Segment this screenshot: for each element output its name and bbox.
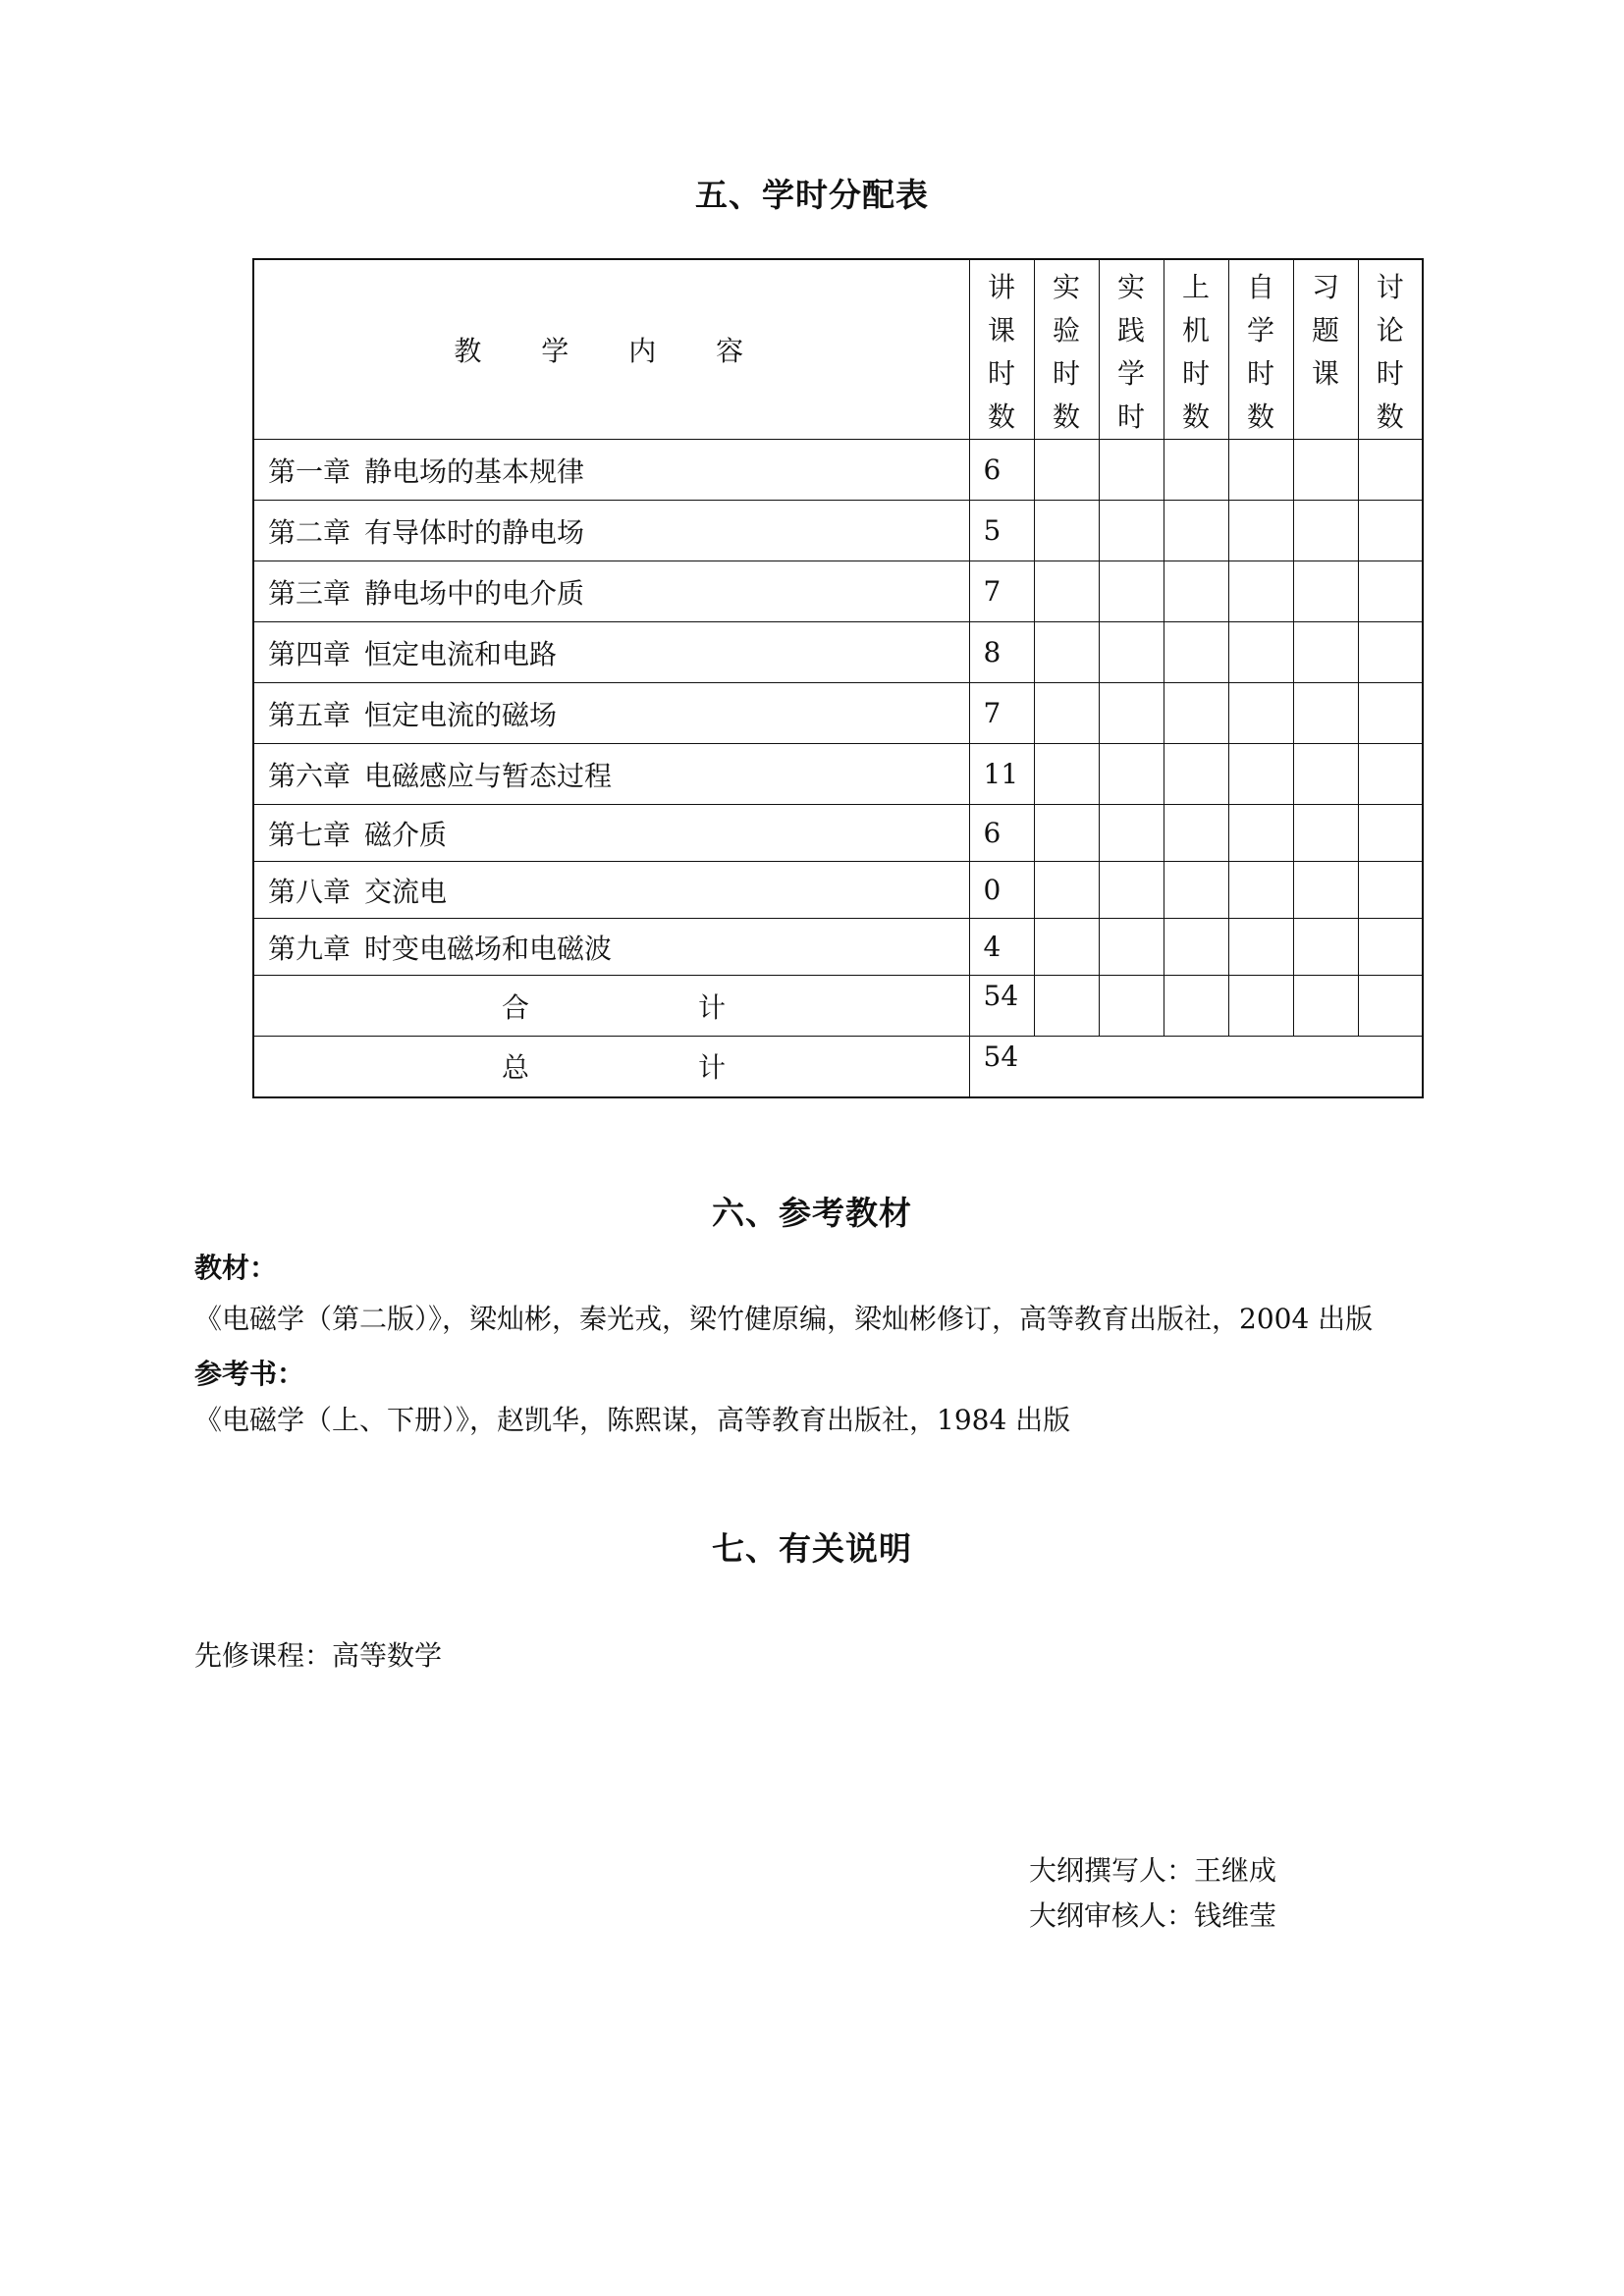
empty-hours-cell (1293, 440, 1358, 501)
empty-hours-cell (1034, 561, 1099, 622)
section5-title: 五、学时分配表 (695, 176, 929, 214)
lecture-hours-cell: 8 (969, 622, 1034, 683)
table-row (253, 862, 1423, 919)
empty-hours-cell (1228, 683, 1293, 744)
chapter-cell (253, 744, 969, 805)
empty-hours-cell (1358, 862, 1423, 919)
table-row (253, 501, 1423, 561)
col-header-char: 时 (1116, 400, 1145, 433)
table-row (253, 683, 1423, 744)
col-header-discussion (1358, 259, 1423, 440)
col-header-char: 学 (1116, 357, 1145, 390)
subtotal-label (253, 976, 969, 1037)
chapter-cell (253, 561, 969, 622)
empty-hours-cell (1034, 622, 1099, 683)
chapter-title: 恒定电流的磁场 (364, 698, 558, 731)
empty-hours-cell (1164, 976, 1228, 1037)
empty-hours-cell (1293, 919, 1358, 976)
section7-title: 七、有关说明 (712, 1529, 912, 1568)
chapter-cell (253, 622, 969, 683)
empty-hours-cell (1228, 501, 1293, 561)
chapter-number: 第七章 (268, 818, 352, 851)
table-row (253, 440, 1423, 501)
table-row (253, 561, 1423, 622)
empty-hours-cell (1228, 976, 1293, 1037)
chapter-title: 静电场中的电介质 (364, 576, 585, 610)
empty-hours-cell (1034, 919, 1099, 976)
col-header-char: 时 (1246, 357, 1274, 390)
empty-hours-cell (1099, 744, 1164, 805)
col-header-char: 数 (1246, 400, 1274, 433)
lecture-hours-cell: 6 (969, 805, 1034, 862)
reference-entry: 《电磁学（上、下册）》，赵凯华，陈熙谋，高等教育出版社，1984 出版 (194, 1404, 1071, 1436)
lecture-hours-cell: 7 (969, 683, 1034, 744)
col-header-char: 时 (987, 357, 1015, 390)
chapter-number: 第九章 (268, 932, 352, 965)
empty-hours-cell (1228, 561, 1293, 622)
empty-hours-cell (1293, 744, 1358, 805)
empty-hours-cell (1358, 683, 1423, 744)
total-label-right: 计 (698, 1051, 727, 1085)
empty-hours-cell (1164, 561, 1228, 622)
col-header-lecture (969, 259, 1034, 440)
empty-hours-cell (1358, 976, 1423, 1037)
col-header-char: 实 (1116, 271, 1145, 303)
chapter-number: 第四章 (268, 637, 352, 670)
chapter-cell (253, 440, 969, 501)
table-row (253, 744, 1423, 805)
empty-hours-cell (1034, 440, 1099, 501)
empty-hours-cell (1228, 805, 1293, 862)
total-label (253, 1037, 969, 1097)
empty-hours-cell (1228, 919, 1293, 976)
lecture-hours-cell: 11 (969, 744, 1034, 805)
chapter-number: 第五章 (268, 698, 352, 731)
writer-signature: 大纲撰写人：王继成 (1029, 1854, 1277, 1887)
subtotal-row (253, 976, 1423, 1037)
empty-hours-cell (1099, 440, 1164, 501)
empty-hours-cell (1099, 683, 1164, 744)
chapter-cell (253, 862, 969, 919)
empty-hours-cell (1099, 622, 1164, 683)
empty-hours-cell (1034, 805, 1099, 862)
prerequisite-note: 先修课程：高等数学 (194, 1639, 443, 1672)
col-header-char: 践 (1116, 314, 1145, 347)
chapter-cell (253, 805, 969, 862)
chapter-cell (253, 919, 969, 976)
col-header-char: 课 (1311, 357, 1339, 390)
empty-hours-cell (1358, 805, 1423, 862)
col-header-experiment (1034, 259, 1099, 440)
empty-hours-cell (1034, 976, 1099, 1037)
chapter-number: 第六章 (268, 759, 352, 792)
empty-hours-cell (1164, 622, 1228, 683)
chapter-number: 第三章 (268, 576, 352, 610)
col-header-char: 讨 (1376, 271, 1404, 303)
empty-hours-cell (1358, 919, 1423, 976)
empty-hours-cell (1164, 501, 1228, 561)
chapter-title: 电磁感应与暂态过程 (364, 759, 613, 792)
reference-label: 参考书： (194, 1358, 305, 1390)
total-label-left: 总 (502, 1051, 530, 1085)
table-row (253, 805, 1423, 862)
textbook-entry: 《电磁学（第二版）》，梁灿彬，秦光戎，梁竹健原编，梁灿彬修订，高等教育出版社，2004 出版 (194, 1303, 1374, 1335)
empty-hours-cell (1228, 744, 1293, 805)
empty-hours-cell (1293, 622, 1358, 683)
chapter-title: 恒定电流和电路 (364, 637, 558, 670)
chapter-cell (253, 501, 969, 561)
chapter-title: 有导体时的静电场 (364, 515, 585, 549)
empty-hours-cell (1293, 683, 1358, 744)
col-header-practice (1099, 259, 1164, 440)
empty-hours-cell (1164, 744, 1228, 805)
chapter-title: 静电场的基本规律 (364, 454, 585, 488)
empty-hours-cell (1358, 561, 1423, 622)
chapter-cell (253, 683, 969, 744)
col-header-char: 数 (1052, 400, 1080, 433)
col-header-char: 题 (1311, 314, 1339, 347)
col-header-exercise (1293, 259, 1358, 440)
subtotal-value: 54 (969, 976, 1034, 1037)
empty-hours-cell (1358, 622, 1423, 683)
empty-hours-cell (1034, 683, 1099, 744)
empty-hours-cell (1228, 440, 1293, 501)
col-header-char: 实 (1052, 271, 1080, 303)
col-header-char: 时 (1376, 357, 1404, 390)
empty-hours-cell (1099, 805, 1164, 862)
chapter-title: 时变电磁场和电磁波 (364, 932, 613, 965)
table-header-row (253, 259, 1423, 440)
empty-hours-cell (1293, 561, 1358, 622)
empty-hours-cell (1164, 805, 1228, 862)
col-header-char: 论 (1376, 314, 1404, 347)
empty-hours-cell (1034, 744, 1099, 805)
chapter-title: 交流电 (364, 875, 448, 908)
empty-hours-cell (1228, 862, 1293, 919)
total-value: 54 (969, 1037, 1423, 1097)
empty-hours-cell (1293, 862, 1358, 919)
col-header-char: 数 (987, 400, 1015, 433)
empty-hours-cell (1034, 862, 1099, 919)
empty-hours-cell (1164, 440, 1228, 501)
chapter-number: 第二章 (268, 515, 352, 549)
chapter-number: 第八章 (268, 875, 352, 908)
empty-hours-cell (1228, 622, 1293, 683)
col-header-char: 时 (1181, 357, 1210, 390)
col-header-char: 课 (987, 314, 1015, 347)
chapter-title: 磁介质 (364, 818, 448, 851)
empty-hours-cell (1034, 501, 1099, 561)
empty-hours-cell (1293, 976, 1358, 1037)
empty-hours-cell (1099, 919, 1164, 976)
col-header-char: 讲 (987, 271, 1015, 303)
empty-hours-cell (1164, 862, 1228, 919)
table-row (253, 919, 1423, 976)
col-header-computer (1164, 259, 1228, 440)
content-header: 教 学 内 容 (253, 259, 969, 440)
lecture-hours-cell: 0 (969, 862, 1034, 919)
lecture-hours-cell: 5 (969, 501, 1034, 561)
col-header-self-study (1228, 259, 1293, 440)
col-header-char: 数 (1376, 400, 1404, 433)
lecture-hours-cell: 7 (969, 561, 1034, 622)
col-header-char: 机 (1181, 314, 1210, 347)
col-header-char: 时 (1052, 357, 1080, 390)
table-row (253, 622, 1423, 683)
empty-hours-cell (1164, 919, 1228, 976)
col-header-char: 数 (1181, 400, 1210, 433)
subtotal-label-right: 计 (698, 990, 727, 1024)
textbook-label: 教材： (194, 1252, 278, 1284)
reviewer-signature: 大纲审核人：钱维莹 (1029, 1899, 1277, 1932)
col-header-char: 自 (1246, 271, 1274, 303)
col-header-char: 学 (1246, 314, 1274, 347)
col-header-char: 验 (1052, 314, 1080, 347)
total-row (253, 1037, 1423, 1097)
chapter-number: 第一章 (268, 454, 352, 488)
empty-hours-cell (1293, 501, 1358, 561)
col-header-char: 习 (1311, 271, 1339, 303)
section6-title: 六、参考教材 (712, 1194, 912, 1232)
empty-hours-cell (1099, 501, 1164, 561)
empty-hours-cell (1099, 561, 1164, 622)
empty-hours-cell (1358, 501, 1423, 561)
lecture-hours-cell: 6 (969, 440, 1034, 501)
col-header-char: 上 (1181, 271, 1210, 303)
empty-hours-cell (1293, 805, 1358, 862)
lecture-hours-cell: 4 (969, 919, 1034, 976)
hours-allocation-table (252, 258, 1424, 1098)
empty-hours-cell (1099, 976, 1164, 1037)
empty-hours-cell (1358, 440, 1423, 501)
empty-hours-cell (1358, 744, 1423, 805)
subtotal-label-left: 合 (502, 990, 530, 1024)
empty-hours-cell (1164, 683, 1228, 744)
empty-hours-cell (1099, 862, 1164, 919)
